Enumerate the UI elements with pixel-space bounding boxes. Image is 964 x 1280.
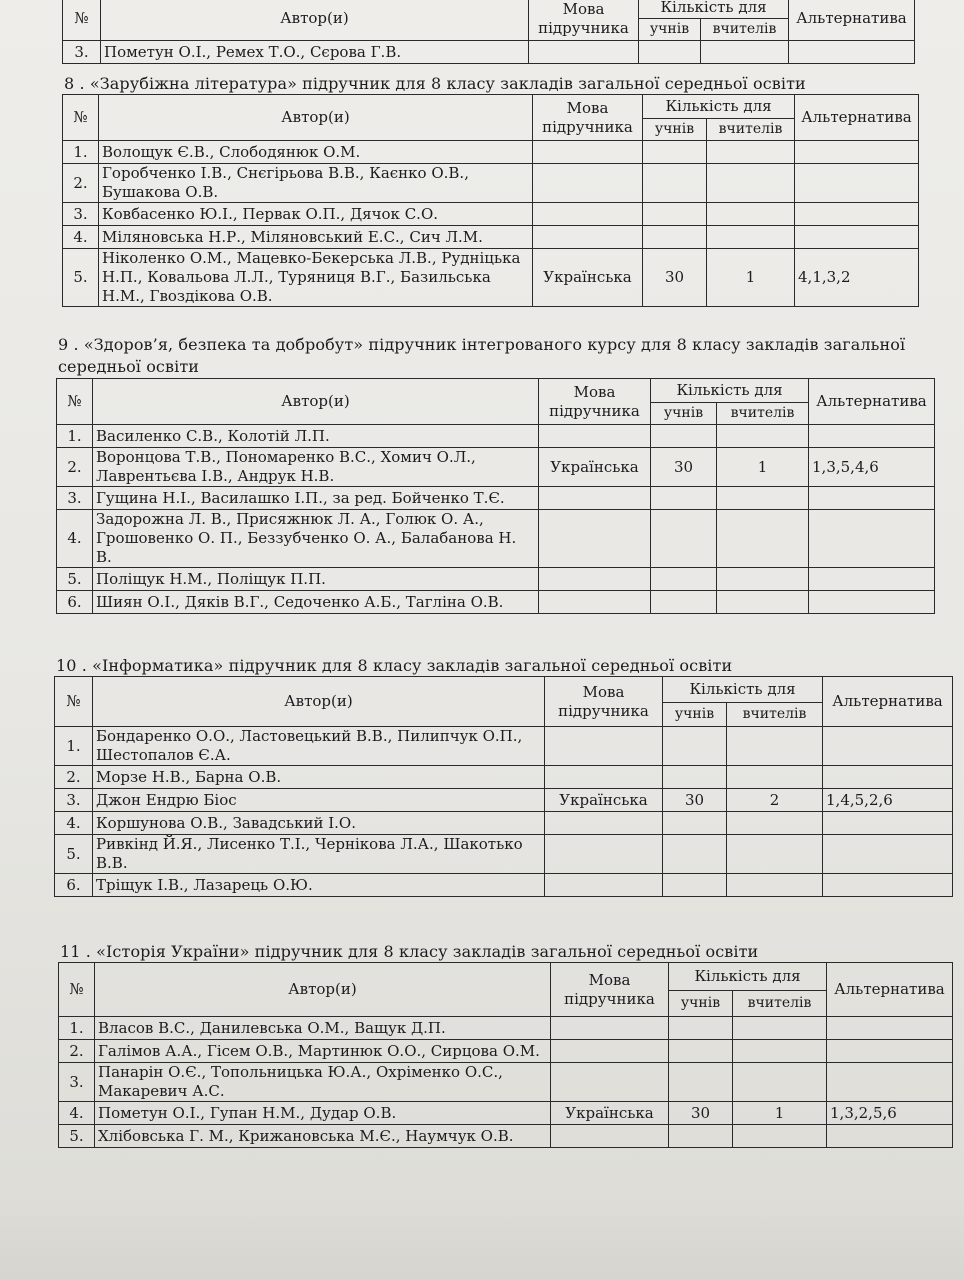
table-row [55, 789, 953, 812]
header-author: Автор(и) [99, 95, 533, 141]
header-qty: Кількість для [639, 0, 789, 19]
teachers-count-cell [701, 41, 789, 64]
table-row [63, 141, 919, 164]
header-alt: Альтернатива [823, 677, 953, 727]
header-lang-line2: підручника [538, 18, 629, 37]
teachers-count-cell [717, 487, 809, 510]
alternative-cell [789, 41, 915, 64]
table-row [57, 448, 935, 487]
teachers-count-cell [733, 1125, 827, 1148]
author-cell: Задорожна Л. В., Присяжнюк Л. А., Голюк О. А., Грошовенко О. П., Беззубченко О. А., Балабанова Н. В. [93, 510, 539, 568]
teachers-count-cell [727, 766, 823, 789]
section-11 [58, 942, 952, 1148]
table-row [55, 835, 953, 874]
teachers-count-cell [707, 226, 795, 249]
table-row [55, 727, 953, 766]
header-students: учнів [643, 119, 707, 141]
students-count-cell: 30 [651, 448, 717, 487]
alternative-cell: 1,3,5,4,6 [809, 448, 935, 487]
header-lang: Мова підручника [533, 95, 643, 141]
table-row [55, 766, 953, 789]
row-number: 3. [59, 1063, 95, 1102]
row-number: 5. [59, 1125, 95, 1148]
header-no: № [55, 677, 93, 727]
table-row [59, 1063, 953, 1102]
header-qty: Кількість для [651, 379, 809, 403]
table-section-10 [54, 676, 953, 897]
author-cell: Гущина Н.І., Василашко І.П., за ред. Бойченко Т.Є. [93, 487, 539, 510]
teachers-count-cell [717, 510, 809, 568]
language-cell [539, 487, 651, 510]
alternative-cell [827, 1063, 953, 1102]
alternative-cell [809, 425, 935, 448]
teachers-count-cell [717, 425, 809, 448]
alternative-cell [809, 510, 935, 568]
alternative-cell [795, 164, 919, 203]
row-number: 4. [63, 226, 99, 249]
students-count-cell [663, 812, 727, 835]
author-cell: Панарін О.Є., Топольницька Ю.А., Охріменко О.С., Макаревич А.С. [95, 1063, 551, 1102]
students-count-cell [651, 591, 717, 614]
header-alt: Альтернатива [809, 379, 935, 425]
row-number: 6. [57, 591, 93, 614]
table-row [57, 425, 935, 448]
row-number: 4. [59, 1102, 95, 1125]
header-author: Автор(и) [101, 0, 529, 41]
header-author: Автор(и) [93, 379, 539, 425]
teachers-count-cell [707, 203, 795, 226]
students-count-cell [669, 1063, 733, 1102]
students-count-cell [669, 1017, 733, 1040]
students-count-cell [669, 1040, 733, 1063]
alternative-cell [823, 812, 953, 835]
language-cell [545, 874, 663, 897]
header-no: № [63, 0, 101, 41]
row-number: 2. [59, 1040, 95, 1063]
students-count-cell [651, 425, 717, 448]
language-cell [529, 41, 639, 64]
table-row [57, 568, 935, 591]
author-cell: Морзе Н.В., Барна О.В. [93, 766, 545, 789]
alternative-cell: 4,1,3,2 [795, 249, 919, 307]
students-count-cell [651, 487, 717, 510]
header-teachers: вчителів [727, 703, 823, 727]
row-number: 3. [63, 41, 101, 64]
author-cell: Власов В.С., Данилевська О.М., Ващук Д.П. [95, 1017, 551, 1040]
table-row [59, 1102, 953, 1125]
students-count-cell: 30 [669, 1102, 733, 1125]
students-count-cell: 30 [643, 249, 707, 307]
table-row [63, 41, 915, 64]
author-cell: Горобченко І.В., Снєгірьова В.В., Каєнко О.В., Бушакова О.В. [99, 164, 533, 203]
header-teachers: вчителів [701, 19, 789, 41]
row-number: 5. [57, 568, 93, 591]
header-author: Автор(и) [93, 677, 545, 727]
header-qty: Кількість для [663, 677, 823, 703]
teachers-count-cell [733, 1040, 827, 1063]
author-cell: Ривкінд Й.Я., Лисенко Т.І., Чернікова Л.А., Шакотько В.В. [93, 835, 545, 874]
language-cell: Українська [545, 789, 663, 812]
alternative-cell: 1,4,5,2,6 [823, 789, 953, 812]
students-count-cell [663, 835, 727, 874]
row-number: 5. [63, 249, 99, 307]
author-cell: Василенко С.В., Колотій Л.П. [93, 425, 539, 448]
author-cell: Волощук Є.В., Слободянюк О.М. [99, 141, 533, 164]
alternative-cell [827, 1040, 953, 1063]
table-row [55, 812, 953, 835]
section-title: 8 . «Зарубіжна література» підручник для 8 класу закладів загальної середньої освіти [64, 74, 806, 93]
language-cell [539, 568, 651, 591]
teachers-count-cell [707, 141, 795, 164]
table-section-11 [58, 962, 953, 1148]
author-cell: Галімов А.А., Гісем О.В., Мартинюк О.О., Сирцова О.М. [95, 1040, 551, 1063]
header-alt: Альтернатива [795, 95, 919, 141]
header-alt: Альтернатива [789, 0, 915, 41]
students-count-cell [639, 41, 701, 64]
row-number: 2. [55, 766, 93, 789]
row-number: 6. [55, 874, 93, 897]
teachers-count-cell: 2 [727, 789, 823, 812]
students-count-cell [651, 510, 717, 568]
language-cell [533, 226, 643, 249]
teachers-count-cell [717, 591, 809, 614]
language-cell [533, 141, 643, 164]
language-cell [551, 1125, 669, 1148]
section-title: 11 . «Історія України» підручник для 8 класу закладів загальної середньої освіти [60, 942, 759, 961]
author-cell: Хлібовська Г. М., Крижановська М.Є., Наумчук О.В. [95, 1125, 551, 1148]
author-cell: Пометун О.І., Гупан Н.М., Дудар О.В. [95, 1102, 551, 1125]
students-count-cell: 30 [663, 789, 727, 812]
students-count-cell [651, 568, 717, 591]
language-cell [551, 1017, 669, 1040]
header-students: учнів [651, 403, 717, 425]
language-cell: Українська [551, 1102, 669, 1125]
teachers-count-cell [727, 874, 823, 897]
students-count-cell [643, 164, 707, 203]
header-author: Автор(и) [95, 963, 551, 1017]
language-cell [545, 835, 663, 874]
row-number: 5. [55, 835, 93, 874]
alternative-cell [823, 835, 953, 874]
table-row [59, 1125, 953, 1148]
section-top-continuation [62, 0, 914, 64]
row-number: 4. [55, 812, 93, 835]
alternative-cell [809, 487, 935, 510]
header-qty: Кількість для [643, 95, 795, 119]
table-row [57, 591, 935, 614]
author-cell: Ніколенко О.М., Мацевко-Бекерська Л.В., Рудніцька Н.П., Ковальова Л.Л., Туряниця В.Г., Базильська Н.М., Гвоздікова О.В. [99, 249, 533, 307]
teachers-count-cell [733, 1017, 827, 1040]
teachers-count-cell [733, 1063, 827, 1102]
students-count-cell [663, 874, 727, 897]
row-number: 1. [59, 1017, 95, 1040]
author-cell: Ковбасенко Ю.І., Первак О.П., Дячок С.О. [99, 203, 533, 226]
students-count-cell [643, 141, 707, 164]
header-students: учнів [669, 991, 733, 1017]
header-students: учнів [663, 703, 727, 727]
language-cell [551, 1040, 669, 1063]
header-lang-line1: Мова [562, 0, 605, 18]
table-row [59, 1040, 953, 1063]
header-qty: Кількість для [669, 963, 827, 991]
header-no: № [59, 963, 95, 1017]
table-section-9 [56, 378, 935, 614]
header-no: № [63, 95, 99, 141]
teachers-count-cell [727, 727, 823, 766]
alternative-cell [823, 766, 953, 789]
alternative-cell [809, 568, 935, 591]
table-row [63, 249, 919, 307]
teachers-count-cell [717, 568, 809, 591]
language-cell [539, 510, 651, 568]
language-cell [545, 766, 663, 789]
row-number: 1. [57, 425, 93, 448]
header-students: учнів [639, 19, 701, 41]
row-number: 1. [63, 141, 99, 164]
author-cell: Поліщук Н.М., Поліщук П.П. [93, 568, 539, 591]
alternative-cell [823, 874, 953, 897]
table-row [57, 487, 935, 510]
section-10 [54, 656, 952, 897]
row-number: 4. [57, 510, 93, 568]
header-lang [529, 0, 639, 41]
language-cell: Українська [533, 249, 643, 307]
teachers-count-cell: 1 [733, 1102, 827, 1125]
language-cell [533, 203, 643, 226]
language-cell [551, 1063, 669, 1102]
row-number: 3. [63, 203, 99, 226]
row-number: 1. [55, 727, 93, 766]
row-number: 2. [63, 164, 99, 203]
header-no: № [57, 379, 93, 425]
author-cell: Міляновська Н.Р., Міляновський Е.С., Сич Л.М. [99, 226, 533, 249]
author-cell: Пометун О.І., Ремех Т.О., Сєрова Г.В. [101, 41, 529, 64]
alternative-cell: 1,3,2,5,6 [827, 1102, 953, 1125]
alternative-cell [809, 591, 935, 614]
author-cell: Джон Ендрю Біос [93, 789, 545, 812]
alternative-cell [795, 203, 919, 226]
table-row [63, 226, 919, 249]
alternative-cell [827, 1017, 953, 1040]
teachers-count-cell [727, 835, 823, 874]
table-top [62, 0, 915, 64]
language-cell: Українська [539, 448, 651, 487]
language-cell [545, 812, 663, 835]
header-lang: Мова підручника [545, 677, 663, 727]
author-cell: Бондаренко О.О., Ластовецький В.В., Пилипчук О.П., Шестопалов Є.А. [93, 727, 545, 766]
table-section-8 [62, 94, 919, 307]
alternative-cell [823, 727, 953, 766]
header-teachers: вчителів [707, 119, 795, 141]
teachers-count-cell [707, 164, 795, 203]
author-cell: Коршунова О.В., Завадський І.О. [93, 812, 545, 835]
language-cell [533, 164, 643, 203]
table-row [63, 203, 919, 226]
teachers-count-cell [727, 812, 823, 835]
header-alt: Альтернатива [827, 963, 953, 1017]
students-count-cell [643, 203, 707, 226]
alternative-cell [795, 141, 919, 164]
row-number: 3. [55, 789, 93, 812]
author-cell: Шиян О.І., Дяків В.Г., Седоченко А.Б., Тагліна О.В. [93, 591, 539, 614]
table-row [59, 1017, 953, 1040]
alternative-cell [827, 1125, 953, 1148]
author-cell: Тріщук І.В., Лазарець О.Ю. [93, 874, 545, 897]
table-row [57, 510, 935, 568]
section-title: 10 . «Інформатика» підручник для 8 класу закладів загальної середньої освіти [56, 656, 733, 675]
header-teachers: вчителів [717, 403, 809, 425]
section-9 [56, 334, 934, 614]
section-title: 9 . «Здоров’я, безпека та добробут» підручник інтегрованого курсу для 8 класу закладів загальної середньої освіти [58, 335, 906, 376]
teachers-count-cell: 1 [707, 249, 795, 307]
header-lang: Мова підручника [551, 963, 669, 1017]
language-cell [545, 727, 663, 766]
header-lang: Мова підручника [539, 379, 651, 425]
header-teachers: вчителів [733, 991, 827, 1017]
students-count-cell [663, 727, 727, 766]
table-row [55, 874, 953, 897]
table-row [63, 164, 919, 203]
students-count-cell [663, 766, 727, 789]
row-number: 2. [57, 448, 93, 487]
alternative-cell [795, 226, 919, 249]
language-cell [539, 591, 651, 614]
students-count-cell [669, 1125, 733, 1148]
page-bottom-shadow [0, 1200, 964, 1280]
teachers-count-cell: 1 [717, 448, 809, 487]
section-8 [62, 74, 918, 307]
language-cell [539, 425, 651, 448]
row-number: 3. [57, 487, 93, 510]
students-count-cell [643, 226, 707, 249]
author-cell: Воронцова Т.В., Пономаренко В.С., Хомич О.Л., Лаврентьєва І.В., Андрук Н.В. [93, 448, 539, 487]
